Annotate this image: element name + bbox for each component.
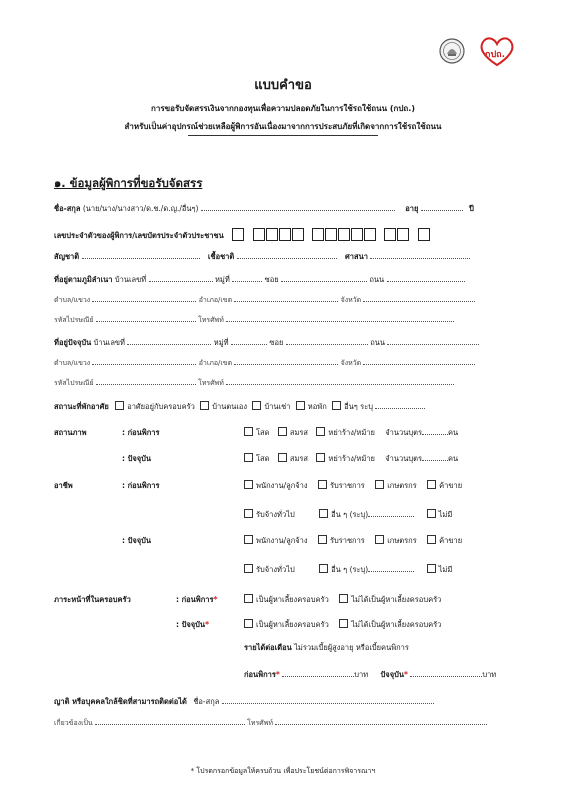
income-before-required-star: * — [275, 670, 280, 679]
occ-now-civil-checkbox[interactable] — [318, 535, 327, 544]
home-province-field[interactable] — [363, 294, 475, 302]
marital-now-children-field[interactable] — [422, 453, 448, 461]
occ-before-general-checkbox[interactable] — [244, 509, 253, 518]
marital-now-options — [244, 453, 458, 465]
marital-now-children-unit: คน — [448, 454, 459, 463]
residence-family-label: อาศัยอยู่กับครอบครัว — [127, 402, 195, 411]
home-tambon-field[interactable] — [92, 294, 196, 302]
marital-before-children-label: จำนวนบุตร — [385, 428, 423, 437]
marital-label: สถานภาพ — [54, 428, 87, 437]
family-now-text: : ปัจจุบัน — [176, 620, 206, 629]
residence-family-checkbox[interactable] — [115, 401, 124, 410]
occ-before-employee-checkbox[interactable] — [244, 480, 253, 489]
id-row — [54, 228, 431, 242]
page-subtitle-2: สำหรับเป็นค่าอุปกรณ์ช่วยเหลือผู้พิการอันเนื่องมาจากการประสบภัยที่เกิดจากการใช้รถใช้ถนน — [124, 122, 442, 131]
occupation-before-row-1 — [244, 480, 462, 492]
occ-now-farmer-checkbox[interactable] — [375, 535, 384, 544]
family-now-yes-label: เป็นผู้หาเลี้ยงครอบครัว — [256, 620, 329, 629]
religion-field[interactable] — [370, 251, 470, 259]
occ-now-none-checkbox[interactable] — [427, 564, 436, 573]
home-tambon-label: ตำบล/แขวง — [54, 296, 91, 304]
family-now-no-checkbox[interactable] — [339, 619, 348, 628]
current-province-label: จังหวัด — [340, 359, 362, 367]
contact-row-2 — [54, 717, 487, 729]
kpt-logo — [475, 34, 519, 68]
occ-now-general-label: รับจ้างทั่วไป — [256, 565, 295, 574]
marital-before-divorced-label: หย่าร้าง/หม้าย — [328, 428, 375, 437]
marital-now-divorced-checkbox[interactable] — [316, 453, 325, 462]
residence-other-label: อื่นๆ ระบุ — [344, 402, 373, 411]
income-now-label: ปัจจุบัน — [380, 670, 404, 679]
occupation-before-row-2 — [244, 509, 452, 521]
contact-phone-field[interactable] — [275, 717, 487, 725]
marital-before-married-label: สมรส — [289, 428, 309, 437]
residence-own-checkbox[interactable] — [200, 401, 209, 410]
header-divider — [188, 135, 378, 136]
current-address-row-1 — [54, 337, 479, 349]
occ-now-none-label: ไม่มี — [438, 565, 453, 574]
contact-label: ญาติ หรือบุคคลใกล้ชิดที่สามารถติดต่อได้ — [54, 697, 187, 706]
family-now-yes-checkbox[interactable] — [244, 619, 253, 628]
occ-before-civil-label: รับราชการ — [329, 481, 365, 490]
occ-now-trade-checkbox[interactable] — [427, 535, 436, 544]
current-postcode-field[interactable] — [96, 377, 196, 385]
nationality-row — [54, 251, 514, 263]
occ-before-farmer-checkbox[interactable] — [375, 480, 384, 489]
income-before-unit: บาท — [354, 670, 369, 679]
family-before-yes-checkbox[interactable] — [244, 594, 253, 603]
current-soi-field[interactable] — [286, 337, 368, 345]
home-house-no-field[interactable] — [149, 274, 213, 282]
current-address-row-3 — [54, 377, 454, 389]
name-row — [54, 203, 514, 215]
residence-rent-checkbox[interactable] — [252, 401, 261, 410]
marital-before-options — [244, 427, 458, 439]
family-before-required-star: * — [213, 595, 218, 604]
home-address-row-3 — [54, 314, 454, 326]
marital-before-divorced-checkbox[interactable] — [316, 427, 325, 436]
occ-before-general-label: รับจ้างทั่วไป — [256, 510, 295, 519]
contact-relation-field[interactable] — [95, 717, 245, 725]
footer-note: * โปรดกรอกข้อมูลให้ครบถ้วน เพื่อประโยชน์ต่อการพิจารณาฯ — [190, 767, 376, 775]
marital-before-single-label: โสด — [256, 428, 270, 437]
income-now-required-star: * — [403, 670, 408, 679]
contact-name-label: ชื่อ-สกุล — [193, 697, 220, 706]
section-1-heading: ๑. ข้อมูลผู้พิการที่ขอรับจัดสรร — [54, 176, 203, 190]
contact-name-field[interactable] — [222, 696, 434, 704]
current-province-field[interactable] — [363, 357, 475, 365]
occ-before-none-label: ไม่มี — [438, 510, 453, 519]
race-label: เชื้อชาติ — [207, 252, 235, 261]
race-field[interactable] — [237, 251, 337, 259]
income-note: ไม่รวมเบี้ยผู้สูงอายุ หรือเบี้ยคนพิการ — [294, 643, 409, 652]
current-address-row-2 — [54, 357, 475, 369]
current-moo-label: หมู่ที่ — [213, 338, 229, 347]
page-title: แบบคำขอ — [254, 78, 312, 93]
residence-dorm-label: หอพัก — [307, 402, 327, 411]
family-before-yes-label: เป็นผู้หาเลี้ยงครอบครัว — [256, 595, 329, 604]
occ-now-trade-label: ค้าขาย — [439, 536, 463, 545]
home-road-field[interactable] — [387, 274, 465, 282]
current-road-field[interactable] — [387, 337, 479, 345]
family-before-options — [244, 594, 441, 606]
government-seal-logo — [439, 38, 465, 64]
name-prefix: (นาย/นาง/นางสาว/ด.ช./ด.ญ./อื่นๆ) — [82, 204, 199, 213]
residence-row — [54, 401, 425, 413]
home-phone-label: โทรศัพท์ — [198, 316, 224, 324]
income-before-field[interactable] — [282, 669, 354, 677]
income-before-label: ก่อนพิการ — [244, 670, 276, 679]
occ-before-other-field[interactable] — [368, 509, 414, 517]
occupation-label: อาชีพ — [54, 481, 73, 490]
occ-now-other-checkbox[interactable] — [319, 564, 328, 573]
current-phone-label: โทรศัพท์ — [198, 379, 224, 387]
religion-label: ศาสนา — [345, 252, 368, 261]
occ-now-employee-label: พนักงาน/ลูกจ้าง — [256, 536, 308, 545]
family-label: ภาระหน้าที่ในครอบครัว — [54, 595, 131, 604]
home-soi-label: ซอย — [264, 275, 279, 284]
family-before-no-checkbox[interactable] — [339, 594, 348, 603]
page-subtitle-1: การขอรับจัดสรรเงินจากกองทุนเพื่อความปลอดภัยในการใช้รถใช้ถนน (กปถ.) — [151, 104, 415, 113]
current-phone-field[interactable] — [226, 377, 454, 385]
occ-now-general-checkbox[interactable] — [244, 564, 253, 573]
home-amphoe-label: อำเภอ/เขต — [198, 296, 233, 304]
contact-phone-label: โทรศัพท์ — [247, 719, 273, 727]
home-moo-label: หมู่ที่ — [214, 275, 230, 284]
home-address-label: ที่อยู่ตามภูมิลำเนา — [54, 275, 113, 284]
home-house-no-label: บ้านเลขที่ — [114, 275, 147, 284]
family-before-no-label: ไม่ได้เป็นผู้หาเลี้ยงครอบครัว — [351, 595, 442, 604]
home-address-row-2 — [54, 294, 475, 306]
current-amphoe-label: อำเภอ/เขต — [198, 359, 233, 367]
nationality-label: สัญชาติ — [54, 252, 80, 261]
occ-before-other-label: อื่น ๆ (ระบุ) — [331, 510, 369, 519]
current-house-no-field[interactable] — [127, 337, 211, 345]
occ-before-civil-checkbox[interactable] — [318, 480, 327, 489]
nationality-field[interactable] — [82, 251, 200, 259]
current-road-label: ถนน — [370, 338, 385, 347]
family-now-options — [244, 619, 441, 631]
income-row-label — [244, 642, 409, 654]
residence-other-field[interactable] — [375, 401, 425, 409]
id-label: เลขประจำตัวของผู้พิการ/เลขบัตรประจำตัวประชาชน — [54, 231, 224, 240]
marital-now-married-label: สมรส — [289, 454, 309, 463]
age-label: อายุ — [405, 204, 419, 213]
marital-now-label: : ปัจจุบัน — [122, 454, 152, 463]
occ-before-farmer-label: เกษตรกร — [387, 481, 417, 490]
home-postcode-label: รหัสไปรษณีย์ — [54, 316, 94, 324]
residence-label: สถานะที่พักอาศัย — [54, 402, 109, 411]
name-field[interactable] — [201, 203, 395, 211]
home-address-row-1 — [54, 274, 465, 286]
occ-before-other-checkbox[interactable] — [319, 509, 328, 518]
marital-now-single-label: โสด — [256, 454, 270, 463]
occ-before-none-checkbox[interactable] — [427, 509, 436, 518]
contact-row-1 — [54, 696, 434, 708]
income-values-row — [244, 669, 496, 681]
marital-before-children-field[interactable] — [422, 427, 448, 435]
current-tambon-field[interactable] — [92, 357, 196, 365]
current-amphoe-field[interactable] — [234, 357, 338, 365]
occ-now-other-field[interactable] — [368, 564, 414, 572]
occ-now-farmer-label: เกษตรกร — [387, 536, 417, 545]
occupation-now-label: : ปัจจุบัน — [122, 536, 152, 545]
current-postcode-label: รหัสไปรษณีย์ — [54, 379, 94, 387]
occupation-now-row-1 — [244, 535, 462, 547]
current-house-no-label: บ้านเลขที่ — [93, 338, 126, 347]
family-now-no-label: ไม่ได้เป็นผู้หาเลี้ยงครอบครัว — [351, 620, 442, 629]
income-label: รายได้ต่อเดือน — [244, 643, 292, 652]
occ-before-employee-label: พนักงาน/ลูกจ้าง — [256, 481, 308, 490]
occ-before-trade-checkbox[interactable] — [427, 480, 436, 489]
income-now-unit: บาท — [482, 670, 497, 679]
marital-before-label: : ก่อนพิการ — [122, 428, 160, 437]
id-boxes[interactable] — [232, 231, 431, 240]
home-province-label: จังหวัด — [340, 296, 362, 304]
occupation-before-label: : ก่อนพิการ — [122, 481, 160, 490]
current-address-label: ที่อยู่ปัจจุบัน — [54, 338, 92, 347]
family-now-label — [176, 619, 209, 631]
residence-dorm-checkbox[interactable] — [296, 401, 305, 410]
occ-now-employee-checkbox[interactable] — [244, 535, 253, 544]
current-tambon-label: ตำบล/แขวง — [54, 359, 91, 367]
residence-other-checkbox[interactable] — [332, 401, 341, 410]
marital-before-single-checkbox[interactable] — [244, 427, 253, 436]
age-unit: ปี — [469, 204, 474, 213]
contact-relation-label: เกี่ยวข้องเป็น — [54, 719, 93, 727]
marital-before-children-unit: คน — [448, 428, 459, 437]
kpt-logo-text: กปถ. — [485, 50, 506, 60]
occ-now-civil-label: รับราชการ — [329, 536, 365, 545]
family-before-label — [176, 594, 217, 606]
current-soi-label: ซอย — [269, 338, 284, 347]
residence-own-label: บ้านตนเอง — [212, 402, 248, 411]
family-now-required-star: * — [205, 620, 209, 629]
residence-rent-label: บ้านเช่า — [264, 402, 291, 411]
current-moo-field[interactable] — [231, 337, 267, 345]
occ-now-other-label: อื่น ๆ (ระบุ) — [331, 565, 369, 574]
marital-before-married-checkbox[interactable] — [278, 427, 287, 436]
family-before-text: : ก่อนพิการ — [176, 595, 214, 604]
marital-now-children-label: จำนวนบุตร — [385, 454, 423, 463]
marital-now-divorced-label: หย่าร้าง/หม้าย — [328, 454, 375, 463]
name-label: ชื่อ-สกุล — [54, 204, 81, 213]
home-soi-field[interactable] — [281, 274, 367, 282]
occupation-now-row-2 — [244, 564, 452, 576]
home-postcode-field[interactable] — [96, 314, 196, 322]
occ-before-trade-label: ค้าขาย — [439, 481, 463, 490]
home-road-label: ถนน — [369, 275, 385, 284]
income-now-field[interactable] — [410, 669, 482, 677]
home-moo-field[interactable] — [232, 274, 262, 282]
home-amphoe-field[interactable] — [234, 294, 338, 302]
marital-now-single-checkbox[interactable] — [244, 453, 253, 462]
home-phone-field[interactable] — [226, 314, 454, 322]
marital-now-married-checkbox[interactable] — [278, 453, 287, 462]
age-field[interactable] — [421, 203, 463, 211]
